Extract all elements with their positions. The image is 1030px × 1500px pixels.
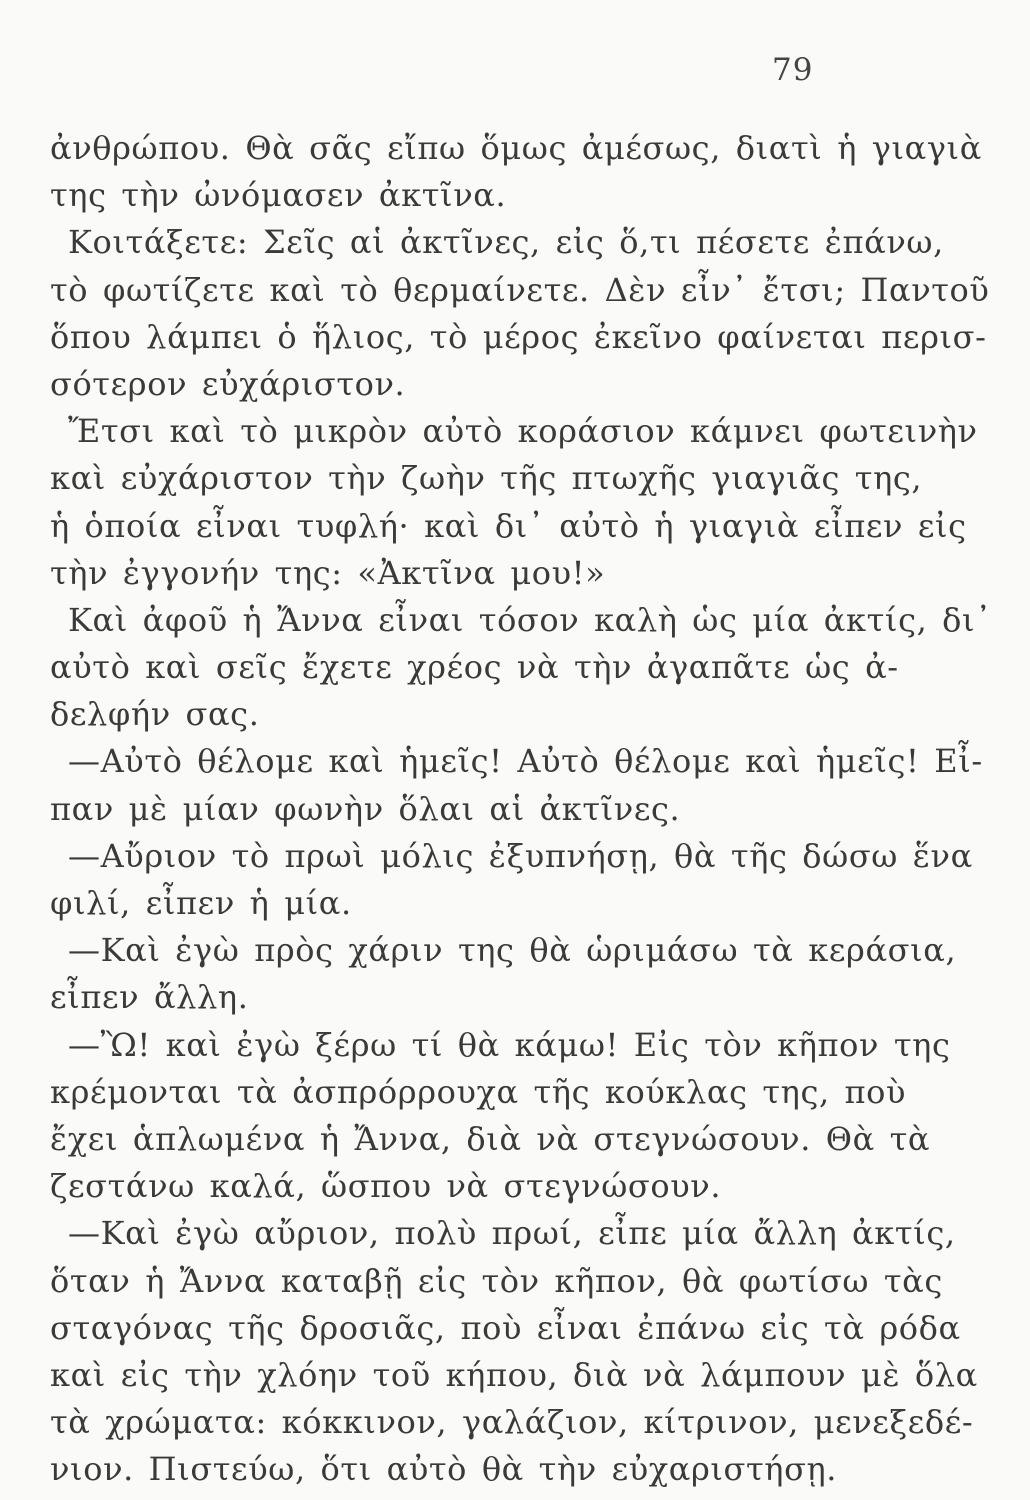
text-line: κρέμονται τὰ ἀσπρόρρουχα τῆς κούκλας της, ποὺ (50, 1072, 907, 1111)
text-line: ὅπου λάμπει ὁ ἥλιος, τὸ μέρος ἐκεῖνο φαίνεται περισ- (50, 317, 987, 356)
text-line: σταγόνας τῆς δροσιᾶς, ποὺ εἶναι ἐπάνω εἰς τὰ ρόδα (50, 1308, 961, 1347)
text-line: τὰ χρώματα: κόκκινον, γαλάζιον, κίτρινον, μενεξεδέ- (50, 1403, 974, 1442)
text-line: νιον. Πιστεύω, ὅτι αὐτὸ θὰ τὴν εὐχαριστήσῃ. (50, 1450, 838, 1489)
text-line: της τὴν ὠνόμασεν ἀκτῖνα. (50, 176, 507, 215)
body-text (50, 125, 992, 1493)
page-number: 79 (772, 52, 814, 88)
text-line: Καὶ ἀφοῦ ἡ Ἄννα εἶναι τόσον καλὴ ὡς μία ἀκτίς, δι᾽ (68, 600, 992, 639)
text-line: τὸ φωτίζετε καὶ τὸ θερμαίνετε. Δὲν εἶν᾽ ἔτσι; Παντοῦ (50, 270, 990, 309)
text-line: ἡ ὁποία εἶναι τυφλή· καὶ δι᾽ αὐτὸ ἡ γιαγιὰ εἶπεν εἰς (50, 506, 967, 545)
text-line: ἔχει ἁπλωμένα ἡ Ἄννα, διὰ νὰ στεγνώσουν. Θὰ τὰ (50, 1119, 931, 1158)
text-line: —Ὢ! καὶ ἐγὼ ξέρω τί θὰ κάμω! Εἰς τὸν κῆπον της (68, 1025, 951, 1064)
text-line: καὶ εἰς τὴν χλόην τοῦ κήπου, διὰ νὰ λάμπουν μὲ ὅλα (50, 1355, 978, 1394)
text-line: δελφήν σας. (50, 695, 260, 734)
text-line: —Αὐτὸ θέλομε καὶ ἡμεῖς! Αὐτὸ θέλομε καὶ ἡμεῖς! Εἶ- (68, 742, 983, 781)
text-line: εἶπεν ἄλλη. (50, 978, 249, 1017)
text-line: σότερον εὐχάριστον. (50, 364, 406, 403)
text-line: ζεστάνω καλά, ὥσπου νὰ στεγνώσουν. (50, 1167, 722, 1206)
text-line: ὅταν ἡ Ἄννα καταβῇ εἰς τὸν κῆπον, θὰ φωτίσω τὰς (50, 1261, 943, 1300)
text-line: παν μὲ μίαν φωνὴν ὅλαι αἱ ἀκτῖνες. (50, 789, 681, 828)
text-line: —Καὶ ἐγὼ πρὸς χάριν της θὰ ὡριμάσω τὰ κεράσια, (68, 931, 957, 970)
text-line: —Καὶ ἐγὼ αὔριον, πολὺ πρωί, εἶπε μία ἄλλη ἀκτίς, (68, 1214, 956, 1253)
text-line: Ἔτσι καὶ τὸ μικρὸν αὐτὸ κοράσιον κάμνει φωτεινὴν (68, 412, 978, 451)
text-line: καὶ εὐχάριστον τὴν ζωὴν τῆς πτωχῆς γιαγιᾶς της, (50, 459, 923, 498)
text-line: φιλί, εἶπεν ἡ μία. (50, 884, 352, 922)
text-line: αὐτὸ καὶ σεῖς ἔχετε χρέος νὰ τὴν ἀγαπᾶτε ὡς ἀ- (50, 648, 899, 687)
text-line: τὴν ἐγγονήν της: «Ἀκτῖνα μου!» (50, 553, 606, 592)
text-line: ἀνθρώπου. Θὰ σᾶς εἴπω ὅμως ἀμέσως, διατὶ ἡ γιαγιὰ (50, 129, 982, 167)
text-line: Κοιτάξετε: Σεῖς αἱ ἀκτῖνες, εἰς ὅ,τι πέσετε ἐπάνω, (68, 223, 944, 262)
text-line: —Αὔριον τὸ πρωὶ μόλις ἐξυπνήσῃ, θὰ τῆς δώσω ἕνα (68, 836, 973, 875)
